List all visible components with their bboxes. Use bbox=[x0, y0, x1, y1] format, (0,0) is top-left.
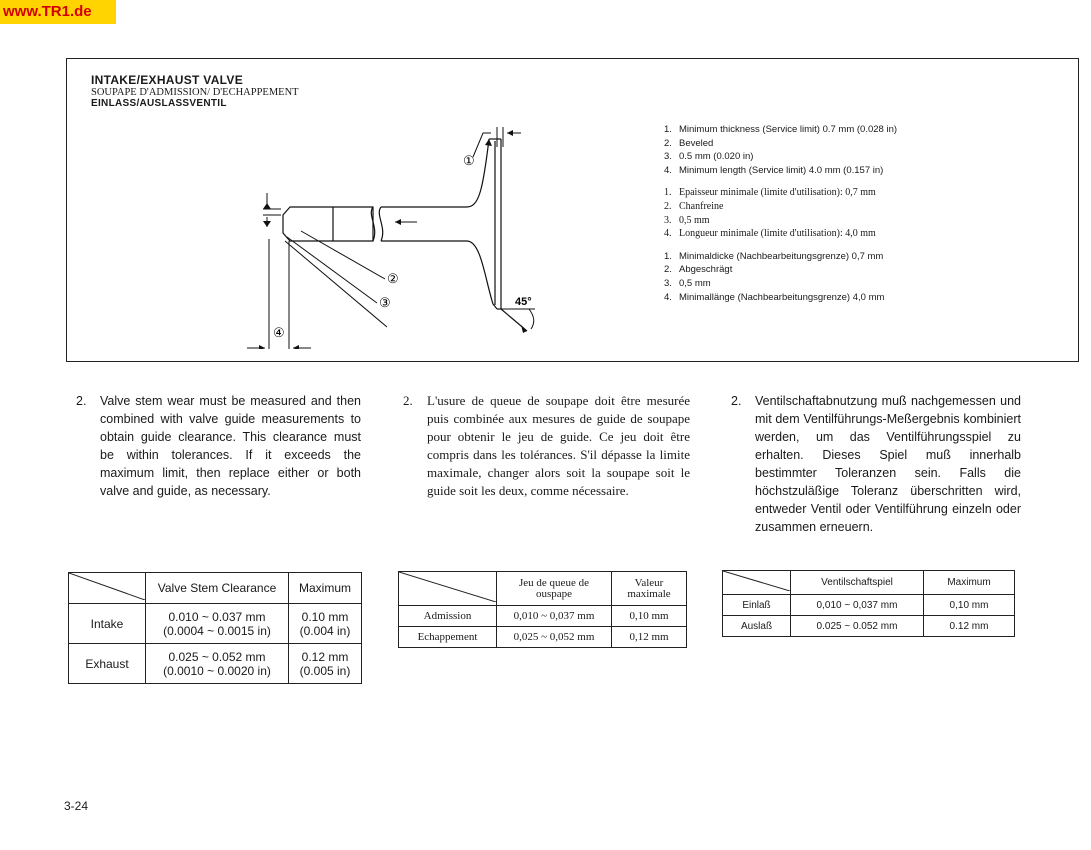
legend-item: 4. Minimallänge (Nachbearbeitungsgrenze) 4,0 mm bbox=[664, 291, 885, 303]
table-cell: 0,10 mm bbox=[612, 606, 687, 627]
table-row bbox=[399, 627, 687, 648]
callout-1: ① bbox=[463, 154, 475, 169]
legend-item: 2. Chanfreine bbox=[664, 200, 724, 212]
paragraph-en bbox=[76, 392, 361, 500]
valve-diagram bbox=[245, 119, 545, 349]
paragraph-number: 2. bbox=[403, 393, 413, 408]
table-cell: 0,10 mm bbox=[924, 595, 1015, 616]
legend-item: 3. 0,5 mm bbox=[664, 214, 710, 226]
table-row bbox=[723, 616, 1015, 637]
table-cell: 0.12 mm bbox=[924, 616, 1015, 637]
table-row bbox=[69, 644, 362, 684]
table-row bbox=[723, 595, 1015, 616]
row-label: Echappement bbox=[399, 627, 497, 648]
clearance-table-en bbox=[68, 572, 362, 684]
column-header: Maximum bbox=[924, 571, 1015, 595]
legend-item: 2. Abgeschrägt bbox=[664, 264, 733, 276]
clearance-table-fr bbox=[398, 571, 687, 648]
angle-label: 45° bbox=[515, 296, 532, 308]
table-corner bbox=[69, 573, 146, 604]
clearance-table-de bbox=[722, 570, 1015, 637]
callout-3: ③ bbox=[379, 296, 391, 311]
table-cell: 0,010 ~ 0,037 mm bbox=[791, 595, 924, 616]
paragraph-number: 2. bbox=[731, 394, 742, 408]
row-label: Auslaß bbox=[723, 616, 791, 637]
table-cell: 0,025 ~ 0,052 mm bbox=[497, 627, 612, 648]
figure-title-en: INTAKE/EXHAUST VALVE bbox=[91, 73, 244, 87]
table-row bbox=[399, 606, 687, 627]
row-label: Exhaust bbox=[69, 644, 146, 684]
legend-de bbox=[664, 250, 897, 304]
column-header: Valve Stem Clearance bbox=[146, 573, 289, 604]
watermark: www.TR1.de bbox=[0, 0, 116, 24]
paragraph-fr bbox=[403, 392, 690, 500]
legend-item: 3. 0.5 mm (0.020 in) bbox=[664, 151, 754, 163]
legend-item: 4. Longueur minimale (limite d'utilisation): 4,0 mm bbox=[664, 228, 876, 240]
column-header: Ventilschaftspiel bbox=[791, 571, 924, 595]
valve-stem-upper bbox=[381, 139, 489, 207]
legend-item: 2. Beveled bbox=[664, 137, 714, 149]
table-cell: 0.12 mm (0.005 in) bbox=[289, 644, 362, 684]
paragraph-number: 2. bbox=[76, 394, 87, 408]
table-corner bbox=[723, 571, 791, 595]
column-header: Jeu de queue de ouspape bbox=[497, 572, 612, 606]
table-cell: 0.025 ~ 0.052 mm bbox=[791, 616, 924, 637]
paragraph-text: Ventilschaftabnutzung muß nachgemessen und mit dem Ventilführungs-Meßergebnis kombiniert werden, um das Ventilführungsspiel zu erhalten. Dieses Spiel muß innerhalb bestimmter Toleranzen sein. Falls die höchstzuläßige Toleranz überschritten wird, entweder Ventil oder Ventilführung einzeln oder zusammen erneuern. bbox=[755, 394, 1021, 534]
legend-en bbox=[664, 123, 897, 177]
row-label: Admission bbox=[399, 606, 497, 627]
legend-item: 3. 0,5 mm bbox=[664, 277, 711, 289]
table-cell: 0,12 mm bbox=[612, 627, 687, 648]
row-label: Intake bbox=[69, 604, 146, 644]
legend-fr bbox=[664, 186, 897, 240]
column-header: Maximum bbox=[289, 573, 362, 604]
column-header: Valeur maximale bbox=[612, 572, 687, 606]
page-number: 3-24 bbox=[64, 799, 89, 813]
legend-item: 1. Epaisseur minimale (limite d'utilisation): 0,7 mm bbox=[664, 187, 876, 199]
paragraph-de bbox=[731, 392, 1021, 536]
figure-title-fr: SOUPAPE D'ADMISSION/ D'ECHAPPEMENT bbox=[91, 87, 299, 98]
table-cell: 0.010 ~ 0.037 mm (0.0004 ~ 0.0015 in) bbox=[146, 604, 289, 644]
paragraph-text: Valve stem wear must be measured and then combined with valve guide measurements to obtain guide clearance. This clearance must be within tolerances. If it exceeds the maximum limit, then replace either or both valve and guide, as necessary. bbox=[100, 394, 361, 498]
callout-2: ② bbox=[387, 272, 399, 287]
table-row bbox=[69, 604, 362, 644]
paragraph-text: L'usure de queue de soupape doit être mesurée puis combinée aux mesures de guide de soupape pour obtenir le jeu de guide. Ce jeu doit être compris dans les tolérances. S'il dépasse la limite maximale, changer alors soit la soupape soit le guide soit les deux, comme nécessaire. bbox=[427, 393, 690, 498]
table-corner bbox=[399, 572, 497, 606]
callout-4: ④ bbox=[273, 326, 285, 341]
legend-item: 1. Minimum thickness (Service limit) 0.7 mm (0.028 in) bbox=[664, 124, 898, 135]
table-cell: 0,010 ~ 0,037 mm bbox=[497, 606, 612, 627]
figure-title bbox=[91, 73, 299, 109]
table-cell: 0.10 mm (0.004 in) bbox=[289, 604, 362, 644]
legend-item: 4. Minimum length (Service limit) 4.0 mm (0.157 in) bbox=[664, 164, 884, 176]
legend-item: 1. Minimaldicke (Nachbearbeitungsgrenze) 0,7 mm bbox=[664, 250, 884, 262]
valve-figure-box bbox=[66, 58, 1079, 362]
figure-title-de: EINLASS/AUSLASSVENTIL bbox=[91, 98, 227, 109]
table-cell: 0.025 ~ 0.052 mm (0.0010 ~ 0.0020 in) bbox=[146, 644, 289, 684]
figure-legend bbox=[664, 123, 897, 313]
row-label: Einlaß bbox=[723, 595, 791, 616]
valve-stem-tip bbox=[283, 207, 373, 241]
